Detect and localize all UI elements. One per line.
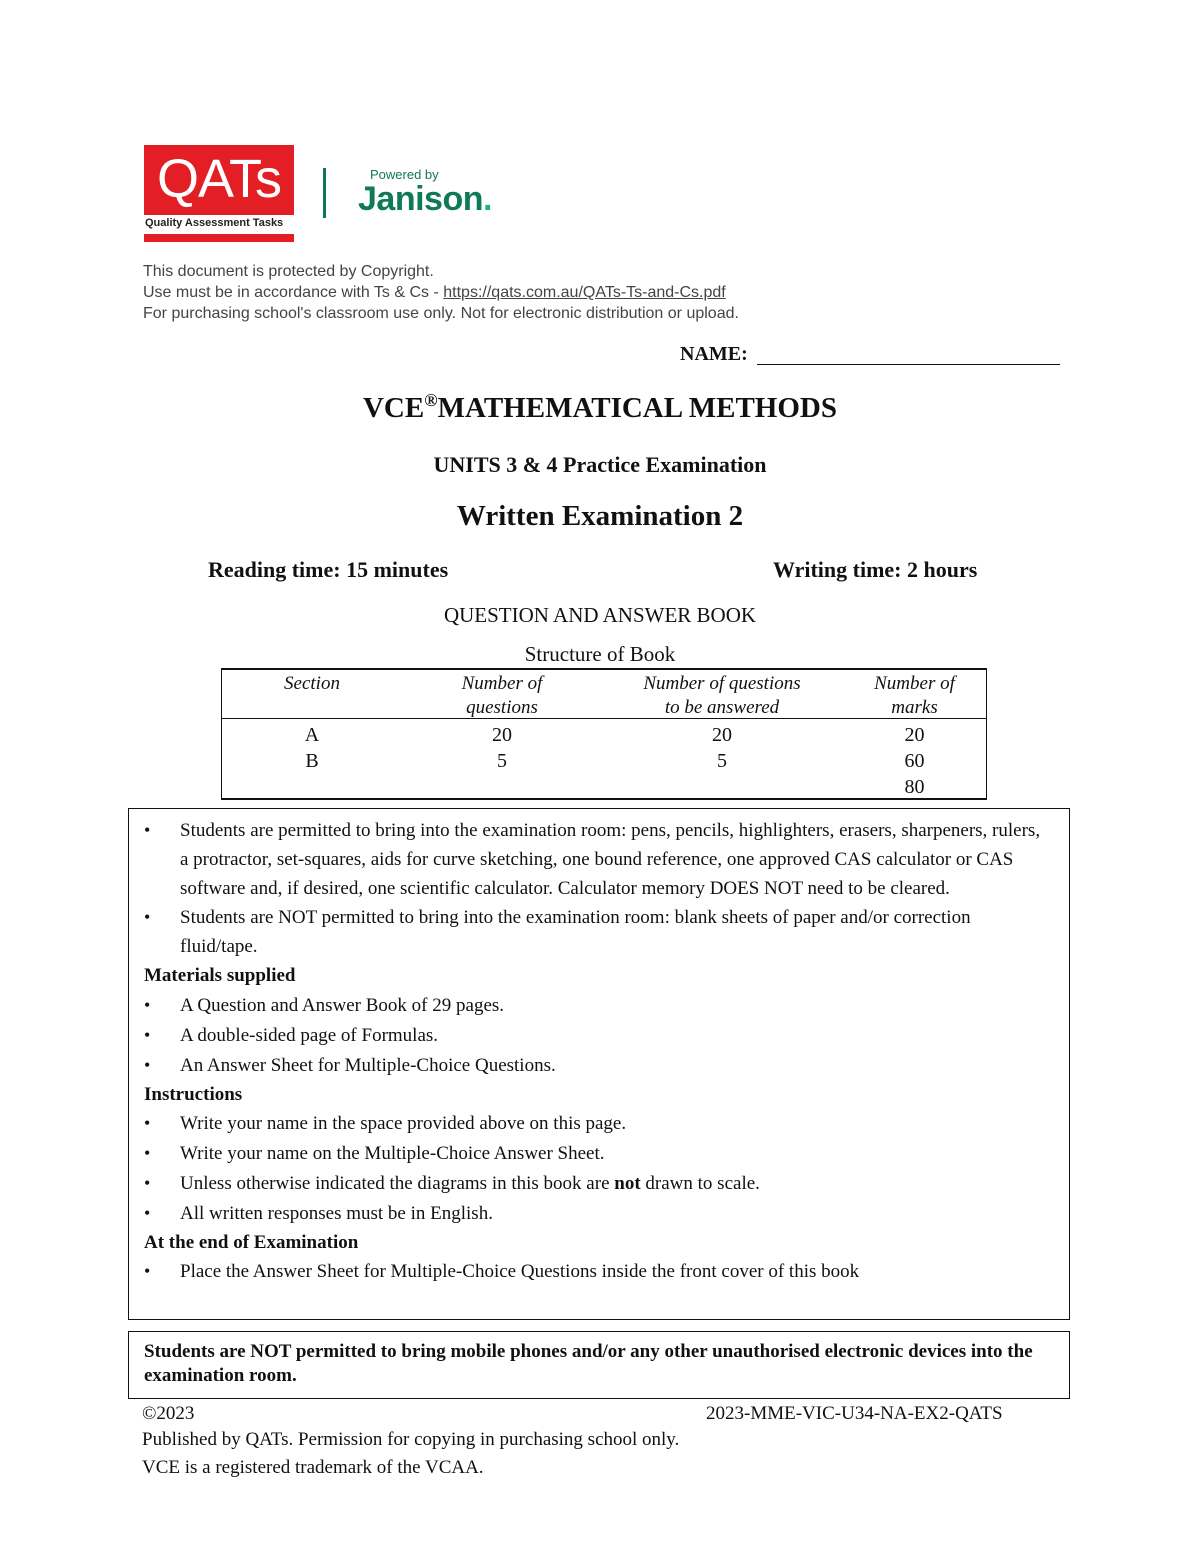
end-of-exam-heading: At the end of Examination [144, 1232, 359, 1253]
instructions-heading: Instructions [144, 1084, 243, 1105]
header-section: Section [284, 673, 340, 694]
terms-link[interactable]: https://qats.com.au/QATs-Ts-and-Cs.pdf [443, 284, 726, 301]
list-item: • Place the Answer Sheet for Multiple-Choice Questions inside the front cover of this book [144, 1257, 1049, 1286]
copyright-line-3: For purchasing school's classroom use only. Not for electronic distribution or upload. [143, 305, 739, 322]
materials-heading: Materials supplied [144, 965, 296, 986]
list-item: • Students are NOT permitted to bring into the examination room: blank sheets of paper and/or correction fluid/tape. [144, 903, 1049, 961]
reading-time: Reading time: 15 minutes [208, 557, 449, 582]
units-subtitle: UNITS 3 & 4 Practice Examination [433, 452, 767, 477]
list-item: • A Question and Answer Book of 29 pages. [144, 991, 1049, 1020]
table-cell: 20 [712, 724, 732, 746]
table-cell: 60 [904, 750, 925, 772]
writing-time: Writing time: 2 hours [773, 557, 978, 582]
powered-by-text: Powered by [370, 167, 439, 182]
footer-code: 2023-MME-VIC-U34-NA-EX2-QATS [706, 1403, 1003, 1424]
qats-logo [144, 145, 294, 242]
list-item: • Students are permitted to bring into the examination room: pens, pencils, highlighters, erasers, sharpeners, rulers, a protractor, set-squares, aids for curve sketching, one bound reference, one approved CAS calculator or CAS software and, if desired, one scientific calculator. Calculator memory DOES NOT need to be cleared. [144, 816, 1049, 903]
list-item: • Write your name in the space provided above on this page. [144, 1109, 1049, 1138]
warning-box [128, 1331, 1070, 1399]
table-cell: 5 [717, 750, 727, 772]
list-item: • All written responses must be in English. [144, 1199, 1049, 1228]
footer-published: Published by QATs. Permission for copying in purchasing school only. [142, 1429, 680, 1450]
written-exam-title: Written Examination 2 [456, 500, 744, 532]
list-item: • A double-sided page of Formulas. [144, 1021, 1049, 1050]
name-label: NAME: [680, 343, 748, 365]
exam-title: VCE®MATHEMATICAL METHODS [362, 390, 837, 424]
header-to-answer: Number of questions to be answered [643, 673, 801, 718]
list-item: • Unless otherwise indicated the diagrams in this book are not drawn to scale. [144, 1169, 1049, 1198]
total-marks: 80 [904, 776, 925, 798]
copyright-line-2: Use must be in accordance with Ts & Cs - https://qats.com.au/QATs-Ts-and-Cs.pdf [143, 284, 726, 301]
warning-text: Students are NOT permitted to bring mobile phones and/or any other unauthorised electronic devices into the examination room. [144, 1341, 1033, 1386]
qats-logo-text: QATs [156, 149, 281, 209]
qats-tagline: Quality Assessment Tasks [145, 217, 284, 229]
footer-trademark: VCE is a registered trademark of the VCAA. [142, 1457, 484, 1478]
table-cell: 20 [904, 724, 925, 746]
list-item: • Write your name on the Multiple-Choice Answer Sheet. [144, 1139, 1049, 1168]
list-item: • An Answer Sheet for Multiple-Choice Questions. [144, 1051, 1049, 1080]
logo-divider [323, 168, 326, 218]
instructions-box [128, 808, 1070, 1320]
janison-logo: Janison. [358, 180, 492, 218]
header-num-questions: Number of questions [461, 673, 543, 718]
header-marks: Number of marks [874, 673, 955, 718]
table-cell: A [304, 724, 320, 746]
table-cell: B [305, 750, 319, 772]
footer-copyright: ©2023 [142, 1403, 195, 1424]
structure-table [221, 668, 987, 800]
copyright-line-1: This document is protected by Copyright. [143, 263, 434, 280]
question-answer-book-heading: QUESTION AND ANSWER BOOK [443, 603, 757, 627]
table-cell: 20 [492, 724, 512, 746]
structure-title: Structure of Book [524, 642, 676, 666]
name-field-line [757, 364, 1060, 365]
table-cell: 5 [497, 750, 507, 772]
